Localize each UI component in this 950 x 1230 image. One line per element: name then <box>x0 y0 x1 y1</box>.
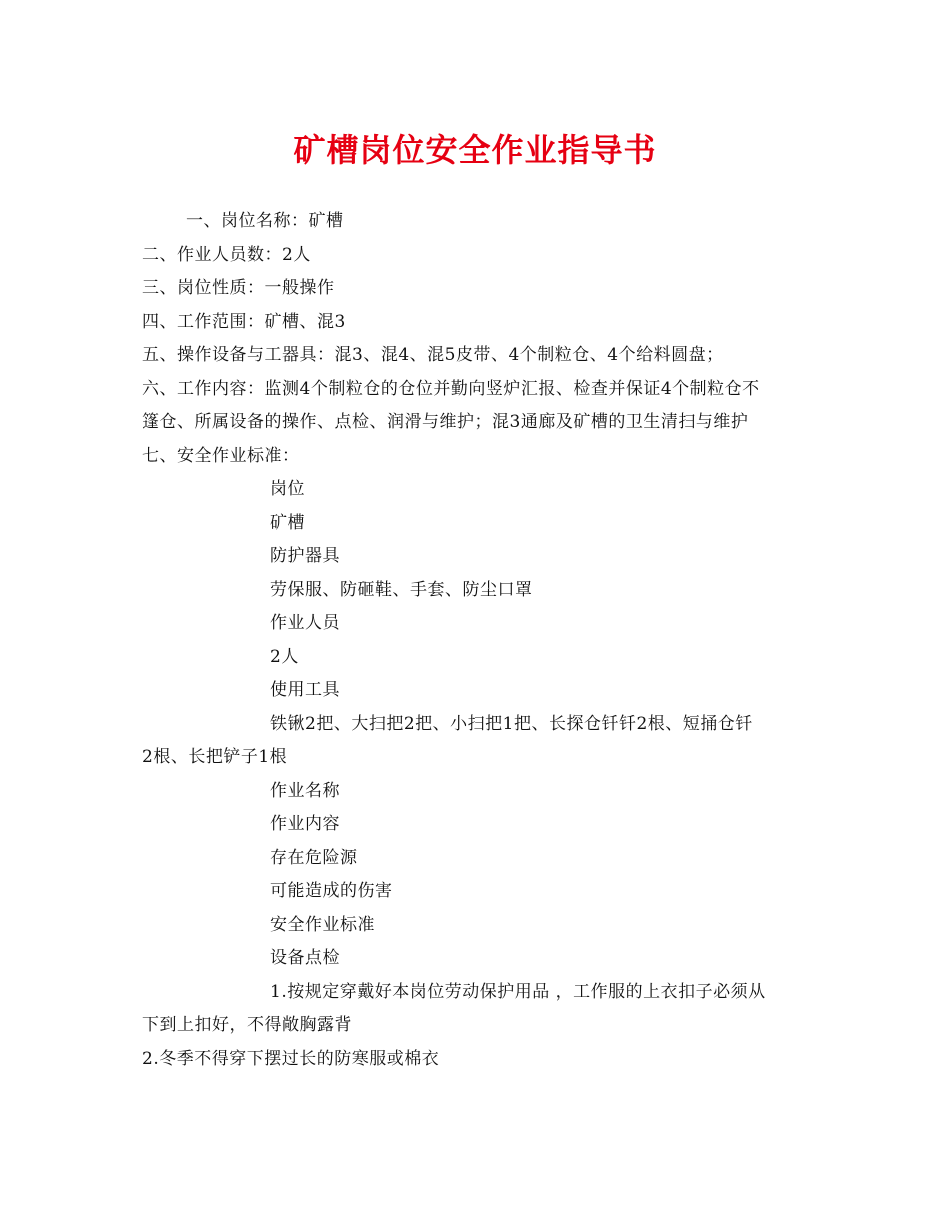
text-line: 岗位 <box>270 479 305 499</box>
text-line: 篷仓、所属设备的操作、点检、润滑与维护；混3通廊及矿槽的卫生清扫与维护 <box>142 412 749 432</box>
text-line: 劳保服、防砸鞋、手套、防尘口罩 <box>270 579 533 600</box>
text-line: 可能造成的伤害 <box>270 881 393 901</box>
text-line: 防护器具 <box>270 546 340 566</box>
text-line: 存在危险源 <box>270 847 358 868</box>
text-line: 设备点检 <box>270 948 340 968</box>
text-line: 作业内容 <box>270 814 340 834</box>
text-line: 七、安全作业标准： <box>142 445 300 466</box>
text-line: 五、操作设备与工器具：混3、混4、混5皮带、4个制粒仓、4个给料圆盘； <box>142 345 724 365</box>
text-line: 2人 <box>270 646 299 667</box>
text-line: 矿槽 <box>270 512 305 533</box>
text-line: 四、工作范围：矿槽、混3 <box>142 311 346 332</box>
document-body <box>142 205 814 1076</box>
text-line: 2根、长把铲子1根 <box>142 747 288 767</box>
text-line: 2.冬季不得穿下摆过长的防寒服或棉衣 <box>142 1048 440 1069</box>
text-line: 1.按规定穿戴好本岗位劳动保护用品 ，工作服的上衣扣子必须从 <box>270 981 766 1002</box>
text-line: 作业人员 <box>270 613 340 633</box>
text-line: 六、工作内容：监测4个制粒仓的仓位并勤向竖炉汇报、检查并保证4个制粒仓不 <box>142 378 760 399</box>
text-line: 使用工具 <box>270 680 340 700</box>
document-title: 矿槽岗位安全作业指导书 <box>293 131 657 169</box>
text-line: 二、作业人员数：2人 <box>142 244 311 265</box>
text-line: 下到上扣好，不得敞胸露背 <box>142 1015 352 1035</box>
text-line: 三、岗位性质：一般操作 <box>142 278 335 298</box>
text-line: 一、岗位名称：矿槽 <box>186 211 344 231</box>
text-line: 铁锹2把、大扫把2把、小扫把1把、长探仓钎钎2根、短捅仓钎 <box>270 713 753 734</box>
text-line: 作业名称 <box>270 780 340 801</box>
text-line: 安全作业标准 <box>270 914 375 935</box>
